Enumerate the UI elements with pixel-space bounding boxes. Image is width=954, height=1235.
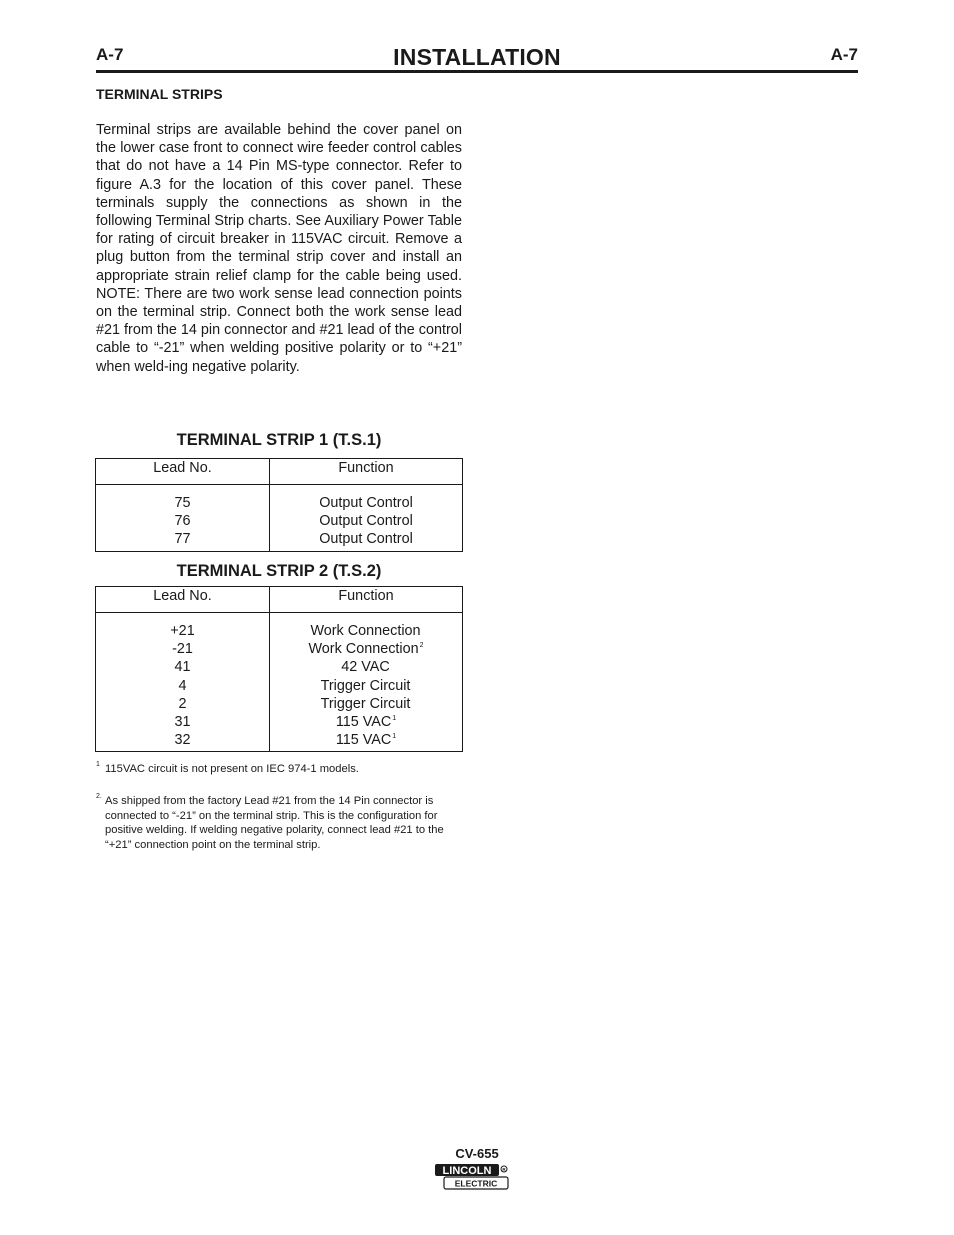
ts2-function-column — [270, 613, 463, 752]
ts2-function-cell: Trigger Circuit — [320, 677, 411, 694]
footnote-mark: 2. — [96, 793, 102, 800]
ts1-function-column — [270, 485, 463, 552]
ts1-lead-column — [96, 485, 270, 552]
ts2-lead-cell: +21 — [170, 623, 195, 639]
footnote-1 — [96, 762, 462, 777]
ts1-lead-cell: 77 — [174, 531, 191, 548]
ts2-lead-column — [96, 613, 270, 752]
ts1-lead-cell: 76 — [174, 513, 191, 530]
footnote-text: 115VAC circuit is not present on IEC 974-1 models. — [105, 763, 359, 775]
ts1-title: TERMINAL STRIP 1 (T.S.1) — [176, 431, 382, 449]
ts2-lead-cell: 32 — [174, 732, 191, 749]
ts2-function-cell: Work Connection$^2$ — [308, 641, 424, 658]
footnote-ref: 1 — [392, 714, 397, 722]
ts1-function-cell: Output Control — [319, 531, 413, 548]
section-heading: TERMINAL STRIPS — [96, 86, 223, 102]
ts2-function-cell: Work Connection — [310, 623, 421, 639]
section-body-text: Terminal strips are available behind the cover panel on the lower case front to connect wire feeder control cables that do not have a 14 Pin MS-type connector. Refer to figure A.3 for the location of this cover panel. These terminals supply the connections as shown in the following Terminal Strip charts. See Auxiliary Power Table for rating of circuit breaker in 115VAC circuit. Remove a plug button from the terminal strip cover and install an appropriate strain relief clamp for the cable being used. NOTE: There are two work sense lead connection points on the terminal strip. Connect both the work sense lead #21 from the 14 pin connector and #21 lead of the control cable to “-21” when welding positive polarity or to “+21” when weld-ing negative polarity. — [96, 122, 462, 375]
ts1-function-cell: Output Control — [319, 513, 413, 530]
svg-text:LINCOLN: LINCOLN — [442, 1165, 492, 1177]
footnote-mark: 1 — [96, 761, 100, 768]
ts2-function-cell: 115 VAC$^1$ — [335, 732, 397, 749]
footnote-ref: 2 — [419, 642, 424, 650]
ts1-table — [95, 458, 463, 552]
ts2-function-cell: 115 VAC$^1$ — [335, 713, 397, 730]
ts2-header-lead: Lead No. — [96, 587, 270, 613]
ts2-title: TERMINAL STRIP 2 (T.S.2) — [176, 562, 382, 580]
ts2-header-function: Function — [270, 587, 463, 613]
page-number-right: A-7 — [830, 45, 858, 64]
page-title: INSTALLATION — [393, 44, 561, 70]
footnote-2 — [96, 794, 462, 852]
svg-text:R: R — [502, 1167, 506, 1172]
ts2-lead-cell: -21 — [172, 641, 193, 658]
ts2-function-cell: 42 VAC — [341, 659, 390, 676]
ts2-table — [95, 586, 463, 752]
footnote-text: As shipped from the factory Lead #21 from the 14 Pin connector is connected to “-21” on the terminal strip. This is the configuration for positive welding. If welding negative polarity, connect lead #21 to the “+21” connection point on the terminal strip. — [105, 795, 444, 851]
header-rule — [96, 70, 858, 73]
ts1-header-function: Function — [270, 459, 463, 485]
svg-text:ELECTRIC: ELECTRIC — [454, 1178, 498, 1189]
ts2-lead-cell: 41 — [174, 659, 191, 676]
ts1-header-lead: Lead No. — [96, 459, 270, 485]
page-number-left: A-7 — [96, 45, 124, 64]
ts2-lead-cell: 2 — [178, 695, 187, 712]
ts1-lead-cell: 75 — [174, 495, 191, 511]
ts2-function-cell: Trigger Circuit — [320, 695, 411, 712]
lincoln-electric-logo — [434, 1163, 510, 1191]
ts2-lead-cell: 4 — [178, 677, 187, 694]
footnote-ref: 1 — [392, 733, 397, 741]
ts1-function-cell: Output Control — [319, 495, 413, 511]
ts2-lead-cell: 31 — [174, 713, 191, 730]
model-number: CV-655 — [455, 1146, 499, 1161]
